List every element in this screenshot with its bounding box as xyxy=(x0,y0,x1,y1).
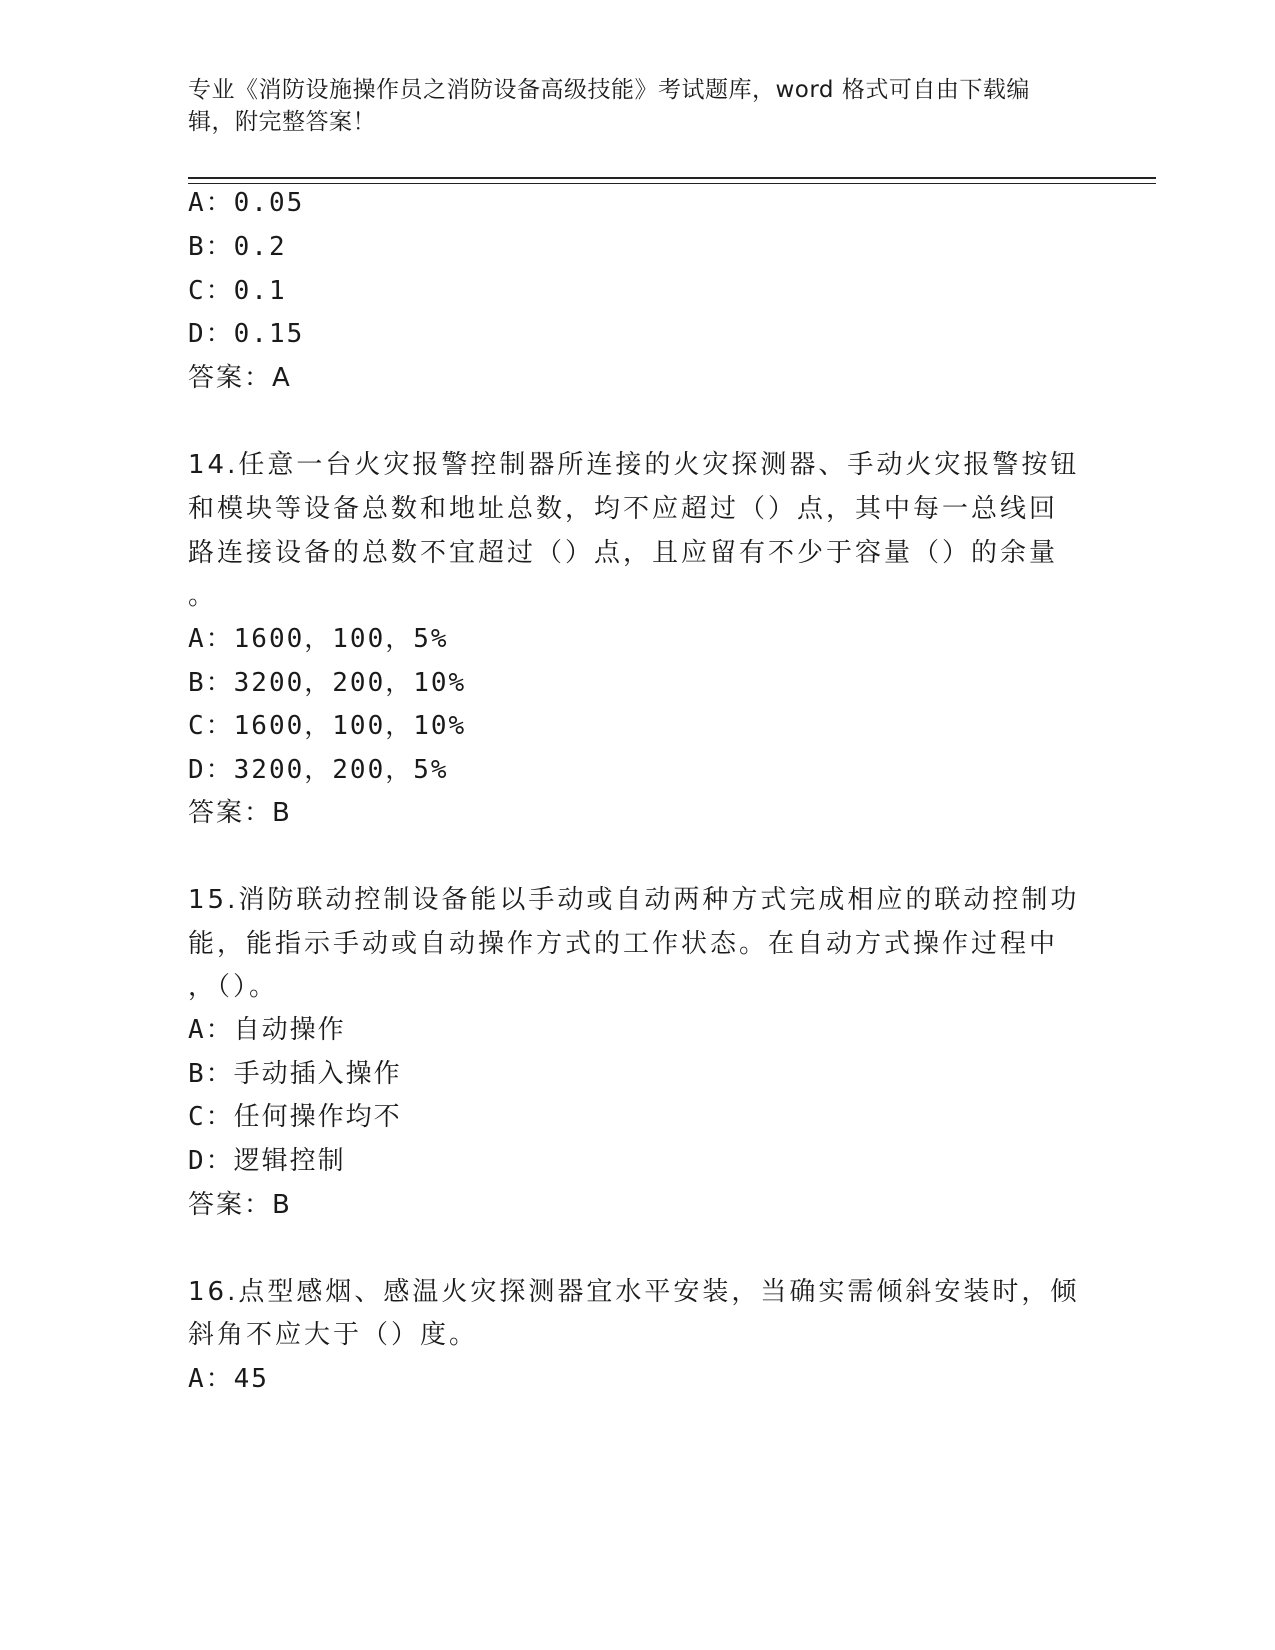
q14-option-a: A：1600，100，5% xyxy=(188,624,449,654)
q13-answer: 答案：A xyxy=(188,363,292,393)
q15-answer: 答案：B xyxy=(188,1190,292,1220)
q14-stem-line-2: 和模块等设备总数和地址总数，均不应超过（）点，其中每一总线回 xyxy=(188,494,1059,524)
header-line-1: 专业《消防设施操作员之消防设备高级技能》考试题库，word 格式可自由下载编 xyxy=(188,77,1030,103)
q14-option-b: B：3200，200，10% xyxy=(188,668,467,698)
header-line-2: 辑，附完整答案！ xyxy=(188,109,376,135)
q14-stem-line-3: 路连接设备的总数不宜超过（）点，且应留有不少于容量（）的余量 xyxy=(188,538,1059,568)
q16-option-a: A：45 xyxy=(188,1364,269,1394)
q14-answer: 答案：B xyxy=(188,798,292,828)
header-rule-thin xyxy=(188,183,1156,184)
q16-stem-line-1: 16.点型感烟、感温火灾探测器宜水平安装，当确实需倾斜安装时，倾 xyxy=(188,1277,1080,1307)
q13-option-a: A：0.05 xyxy=(188,188,305,218)
q14-stem-line-1: 14.任意一台火灾报警控制器所连接的火灾探测器、手动火灾报警按钮 xyxy=(188,450,1080,480)
q13-option-d: D：0.15 xyxy=(188,319,305,349)
q15-option-a: A：自动操作 xyxy=(188,1015,346,1045)
q13-option-b: B：0.2 xyxy=(188,232,287,262)
q15-option-c: C：任何操作均不 xyxy=(188,1102,402,1132)
q14-stem-line-4: 。 xyxy=(188,581,218,611)
q13-option-c: C：0.1 xyxy=(188,276,287,306)
q15-stem-line-3: ，（）。 xyxy=(188,972,279,1002)
q15-stem-line-2: 能，能指示手动或自动操作方式的工作状态。在自动方式操作过程中 xyxy=(188,929,1059,959)
q14-option-d: D：3200，200，5% xyxy=(188,755,449,785)
q14-option-c: C：1600，100，10% xyxy=(188,711,467,741)
q15-stem-line-1: 15.消防联动控制设备能以手动或自动两种方式完成相应的联动控制功 xyxy=(188,885,1080,915)
header-rule-thick xyxy=(188,177,1156,179)
q16-stem-line-2: 斜角不应大于（）度。 xyxy=(188,1320,479,1350)
q15-option-d: D：逻辑控制 xyxy=(188,1146,346,1176)
q15-option-b: B：手动插入操作 xyxy=(188,1059,402,1089)
page-header xyxy=(188,74,1088,138)
